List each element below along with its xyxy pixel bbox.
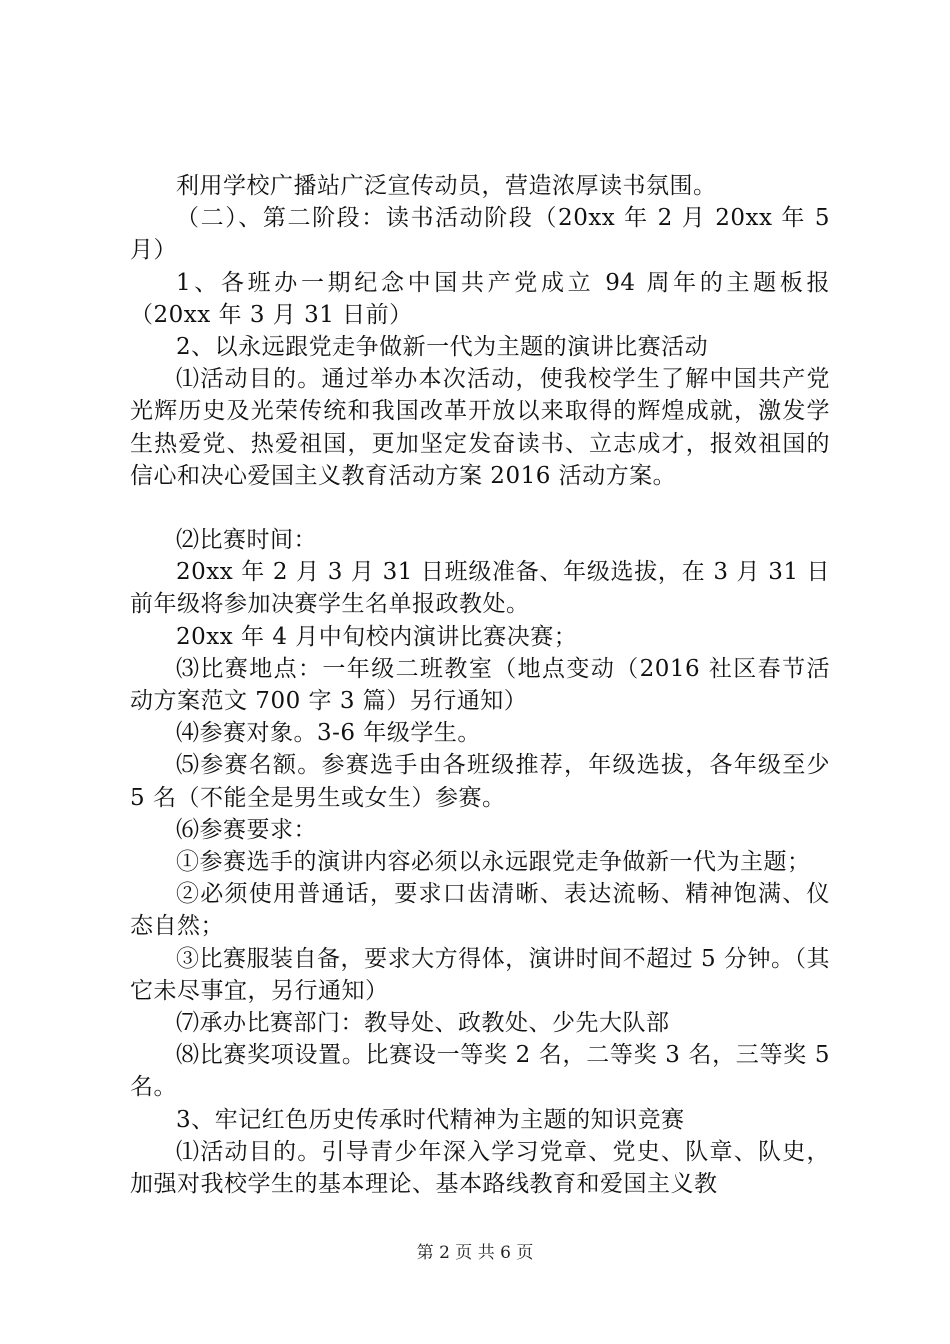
paragraph-spacer [130, 492, 830, 524]
paragraph-broadcast: 利用学校广播站广泛宣传动员，营造浓厚读书氛围。 [176, 173, 717, 199]
paragraph-participants: ⑷参赛对象。3-6 年级学生。 [176, 720, 481, 747]
paragraph-organizer: ⑺承办比赛部门：教导处、政教处、少先大队部 [176, 1010, 670, 1037]
paragraph-final-date: 20xx 年 4 月中旬校内演讲比赛决赛； [176, 623, 578, 650]
document-body [130, 170, 830, 1200]
paragraph-activity-purpose: ⑴活动目的。通过举办本次活动，使我校学生了解中国共产党光辉历史及光荣传统和我国改革开放以来取得的辉煌成就，激发学生热爱党、热爱祖国，更加坚定发奋读书、立志成才，报效祖国的信心和决心爱国主义教育活动方案 2016 活动方案。 [130, 366, 830, 489]
paragraph-awards: ⑻比赛奖项设置。比赛设一等奖 2 名，二等奖 3 名，三等奖 5 名。 [130, 1042, 830, 1101]
paragraph-item-2-speech-contest: 2、以永远跟党走争做新一代为主题的演讲比赛活动 [176, 334, 709, 361]
paragraph-requirements: ⑹参赛要求： [176, 816, 317, 843]
paragraph-requirement-1: ①参赛选手的演讲内容必须以永远跟党走争做新一代为主题； [176, 849, 811, 876]
paragraph-item-1-board: 1、各班办一期纪念中国共产党成立 94 周年的主题板报（20xx 年 3 月 31 日前） [130, 269, 830, 328]
paragraph-requirement-2: ②必须使用普通话，要求口齿清晰、表达流畅、精神饱满、仪态自然； [130, 881, 830, 940]
paragraph-contest-location: ⑶比赛地点：一年级二班教室（地点变动（2016 社区春节活动方案范文 700 字 3 篇）另行通知） [130, 655, 830, 715]
paragraph-time-detail: 20xx 年 2 月 3 月 31 日班级准备、年级选拔，在 3 月 31 日前年级将参加决赛学生名单报政教处。 [130, 559, 830, 618]
section-heading-phase-two: （二）、第二阶段：读书活动阶段（20xx 年 2 月 20xx 年 5 月） [130, 205, 830, 264]
paragraph-requirement-3: ③比赛服装自备，要求大方得体，演讲时间不超过 5 分钟。（其它未尽事宜，另行通知） [130, 945, 830, 1004]
page-footer: 第 2 页 共 6 页 [416, 1243, 534, 1263]
paragraph-quota: ⑸参赛名额。参赛选手由各班级推荐，年级选拔，各年级至少 5 名（不能全是男生或女生）参赛。 [130, 752, 830, 811]
paragraph-quiz-purpose: ⑴活动目的。引导青少年深入学习党章、党史、队章、队史，加强对我校学生的基本理论、基本路线教育和爱国主义教 [130, 1138, 830, 1198]
paragraph-item-3-quiz: 3、牢记红色历史传承时代精神为主题的知识竞赛 [176, 1106, 685, 1133]
paragraph-contest-time: ⑵比赛时间： [176, 527, 317, 554]
